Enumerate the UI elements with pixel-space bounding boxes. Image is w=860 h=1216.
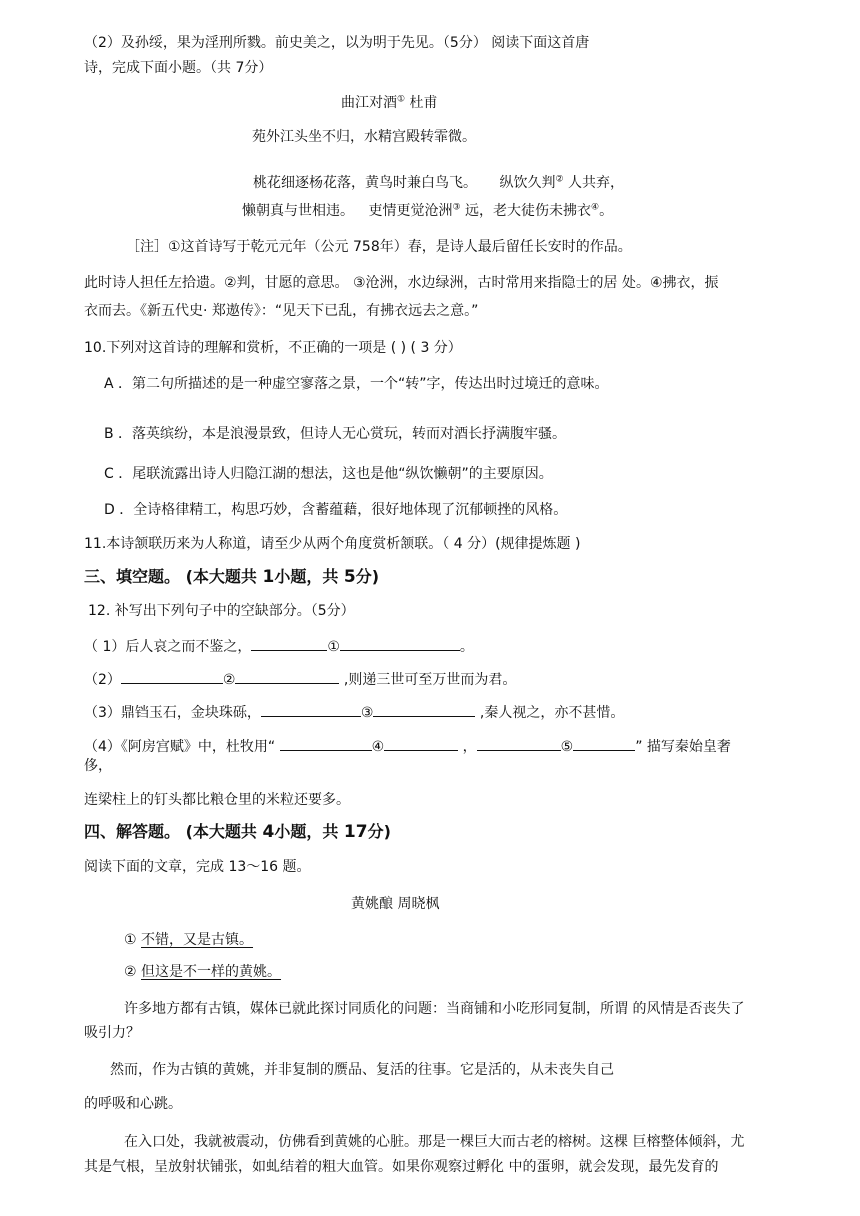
q12-blank-1a[interactable] (251, 636, 327, 651)
q12-blank-2b[interactable] (235, 669, 339, 684)
note-line-3: 衣而去。《新五代史· 郑遨传》：“见天下已乱，有拂衣远去之意。” (84, 303, 479, 319)
reading-line-2-num: ② (124, 964, 142, 980)
q12-s2-end: ,则递三世可至万世而为君。 (339, 672, 517, 688)
section-4-n2: 17 (343, 822, 368, 842)
reading-p2-line-1: 然而，作为古镇的黄姚，并非复制的赝品、复活的往事。它是活的，从未丧失自己 (110, 1062, 614, 1078)
section-3-mid: 小题，共 (274, 567, 344, 586)
q12-stem: 12. 补写出下列句子中的空缺部分。（5分） (88, 603, 355, 619)
q12-sentence-4 (84, 736, 731, 757)
q10-option-a: A ．第二句所描述的是一种虚空寥落之景，一个“转”字，传达出时过境迁的意味。 (104, 376, 609, 392)
reading-line-2 (124, 962, 281, 982)
q12-s3-pre: （3）鼎铛玉石，金块珠砾， (84, 705, 261, 721)
q12-s4-marker-5: ⑤ (560, 739, 574, 755)
q12-s4-sep: ， (458, 739, 477, 755)
poem-title-note: ① (397, 94, 406, 105)
poem-line-1: 苑外江头坐不归，水精宫殿转霏微。 (252, 129, 476, 145)
section-4-pre: 四、解答题。 (本大题共 (84, 822, 263, 841)
reading-p3-line-1: 在入口处，我就被震动，仿佛看到黄姚的心脏。那是一棵巨大而古老的榕树。这棵 巨榕整体倾斜，尤 (124, 1134, 745, 1150)
poem-line-2b: 纵饮久判 (499, 175, 556, 191)
q12-sentence-4-line-3: 连梁柱上的钉头都比粮仓里的米粒还要多。 (84, 792, 350, 808)
note-line-1: ［注］①这首诗写于乾元元年（公元 758年）春，是诗人最后留任长安时的作品。 (126, 239, 632, 255)
q10-option-d: D ．全诗格律精工，构思巧妙，含蓄蕴藉，很好地体现了沉郁顿挫的风格。 (104, 502, 568, 518)
poem-title (341, 93, 438, 113)
q12-s4-pre: （4）《阿房宫赋》中，杜牧用“ (84, 739, 280, 755)
q12-blank-3a[interactable] (261, 702, 361, 717)
q12-sentence-3 (84, 702, 624, 723)
q12-sentence-1 (84, 636, 474, 657)
poem-line-3 (242, 201, 613, 221)
intro-line-1: （2）及孙绥，果为淫刑所戮。前史美之，以为明于先见。（5分） 阅读下面这首唐 (84, 35, 590, 51)
q12-s1-end: 。 (459, 639, 474, 655)
section-3-post: 分) (355, 567, 380, 586)
q12-s1-pre: （ 1）后人哀之而不鉴之， (84, 639, 252, 655)
q12-blank-3b[interactable] (373, 702, 475, 717)
poem-line-3c: 远，老大徒伤未拂衣 (460, 203, 591, 219)
q10-option-b: B ．落英缤纷，本是浪漫景致，但诗人无心赏玩，转而对酒长抒满腹牢骚。 (104, 426, 567, 442)
intro-line-2: 诗，完成下面小题。（共 7分） (84, 60, 273, 76)
reading-line-1-text: 不错，又是古镇。 (141, 932, 254, 948)
q12-s2-pre: （2） (84, 672, 121, 688)
q12-sentence-2 (84, 669, 516, 690)
q12-blank-1b[interactable] (340, 636, 460, 651)
poem-line-2 (253, 173, 624, 193)
reading-p3-line-2: 其是气根，呈放射状铺张，如虬结着的粗大血管。如果你观察过孵化 中的蛋卵，就会发现，最先发育的 (84, 1159, 719, 1175)
q10-option-c: C ．尾联流露出诗人归隐江湖的想法，这也是他“纵饮懒朝”的主要原因。 (104, 466, 553, 482)
q12-s1-marker: ① (327, 639, 340, 655)
q12-s4-end: ” 描写秦始皇奢 (635, 739, 731, 755)
q12-blank-5b[interactable] (573, 736, 635, 751)
q12-s4-marker-4: ④ (371, 739, 385, 755)
q12-sentence-4-line-2: 侈， (84, 758, 112, 774)
q10-stem: 10.下列对这首诗的理解和赏析，不正确的一项是 ( ) ( 3 分） (84, 340, 462, 356)
poem-note-3: ③ (452, 202, 461, 213)
note-line-2: 此时诗人担任左拾遗。②判，甘愿的意思。 ③沧洲，水边绿洲，古时常用来指隐士的居 处。④拂衣，振 (84, 275, 719, 291)
poem-author: 杜甫 (409, 95, 438, 111)
reading-instruction: 阅读下面的文章，完成 13～16 题。 (84, 859, 311, 875)
reading-title: 黄姚酿 周晓枫 (351, 896, 440, 912)
section-3-n2: 5 (343, 567, 356, 587)
q12-s3-end: ,秦人视之，亦不甚惜。 (475, 705, 625, 721)
poem-title-text: 曲江对酒 (341, 95, 397, 111)
section-3-pre: 三、填空题。 (本大题共 (84, 567, 263, 586)
poem-line-3a: 懒朝真与世相违。 (242, 203, 354, 219)
section-4-heading (84, 822, 391, 842)
poem-note-4: ④ (590, 202, 600, 213)
q12-blank-2a[interactable] (121, 669, 223, 684)
reading-p1-line-2: 吸引力？ (84, 1025, 140, 1041)
q12-s3-marker: ③ (360, 705, 374, 721)
section-4-post: 分) (367, 822, 391, 841)
reading-p2-line-2: 的呼吸和心跳。 (84, 1096, 182, 1112)
section-4-mid: 小题，共 (274, 822, 344, 841)
section-3-heading (84, 567, 379, 587)
poem-line-3d: 。 (599, 203, 614, 219)
poem-line-3b: 吏情更觉沧洲 (368, 203, 453, 219)
section-3-n1: 1 (262, 567, 275, 587)
reading-p1-line-1: 许多地方都有古镇，媒体已就此探讨同质化的问题：当商铺和小吃形同复制，所谓 的风情是否丧失了 (124, 1001, 745, 1017)
poem-note-2: ② (555, 174, 564, 185)
q11-stem: 11.本诗颔联历来为人称道，请至少从两个角度赏析颔联。（ 4 分）(规律提炼题 ) (84, 536, 581, 552)
reading-line-1-num: ① (124, 932, 142, 948)
q12-blank-5a[interactable] (477, 736, 561, 751)
q12-blank-4b[interactable] (384, 736, 458, 751)
poem-line-2a: 桃花细逐杨花落，黄鸟时兼白鸟飞。 (253, 175, 477, 191)
reading-line-1 (124, 930, 253, 950)
q12-s2-marker: ② (222, 672, 236, 688)
section-4-n1: 4 (262, 822, 275, 842)
poem-line-2c: 人共弃， (563, 175, 624, 191)
reading-line-2-text: 但这是不一样的黄姚。 (141, 964, 282, 980)
q12-blank-4a[interactable] (280, 736, 372, 751)
